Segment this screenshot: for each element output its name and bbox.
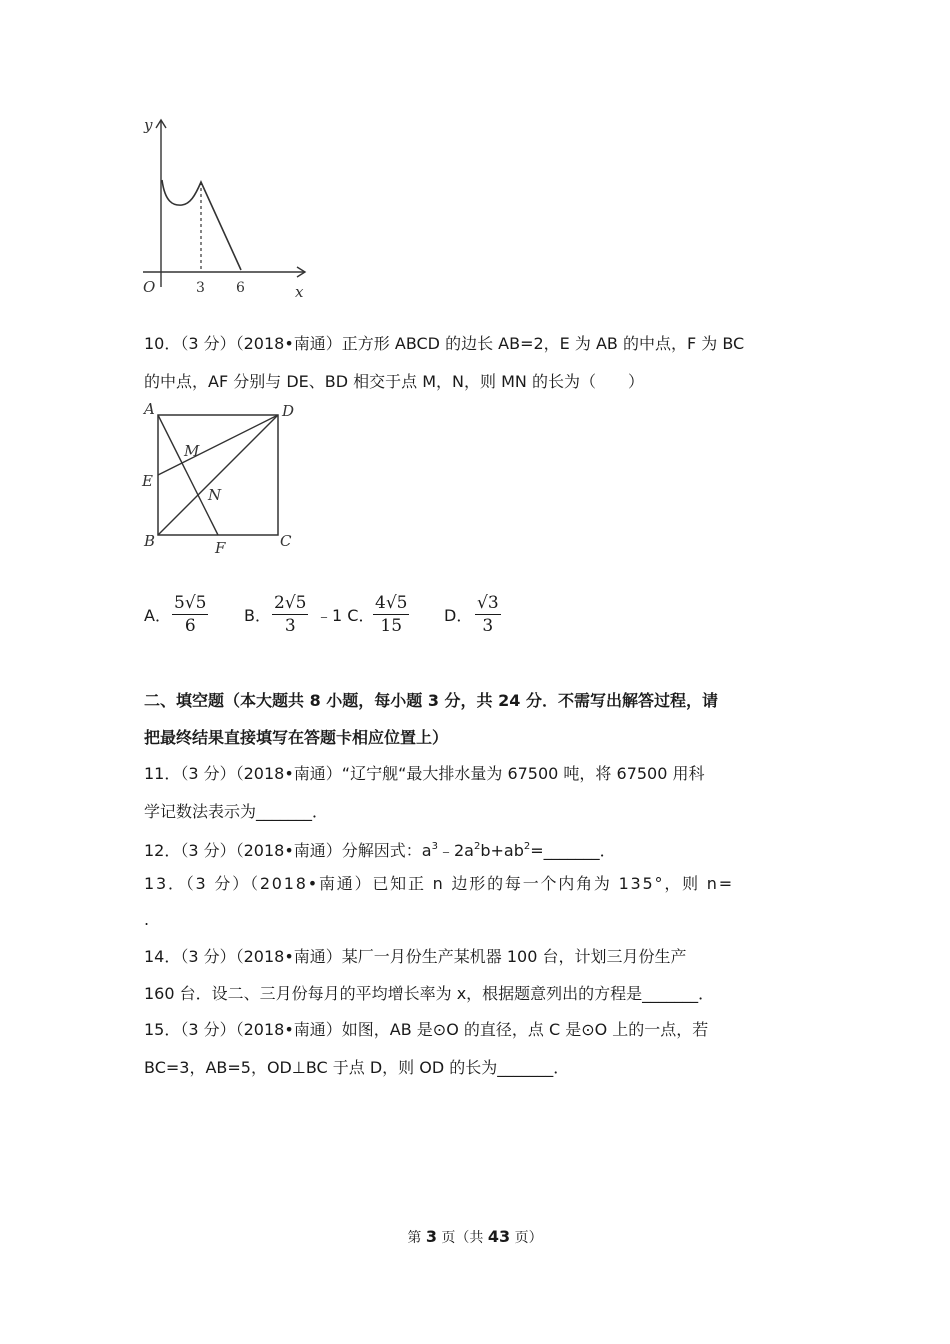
option-d-fraction <box>475 592 501 637</box>
q11-line-2: 学记数法表示为_______． <box>144 802 329 821</box>
footer-page-number: 3 <box>425 1227 437 1246</box>
q10-line-1: 10．（3 分）（2018•南通）正方形 ABCD 的边长 AB=2，E 为 AB 的中点，F 为 BC <box>144 334 745 353</box>
option-c-denominator: 15 <box>380 616 403 636</box>
option-a-label: A． <box>144 606 171 625</box>
q12-mid-1: ﹣2a <box>437 841 474 860</box>
point-label-f: F <box>215 539 226 557</box>
origin-label: O <box>143 278 156 296</box>
q12-exponent-2: 2 <box>473 841 481 852</box>
square-figure <box>138 398 308 558</box>
q14-line-2: 160 台．设二、三月份每月的平均增长率为 x，根据题意列出的方程是_______． <box>144 984 715 1003</box>
q13-line-1: 13．（3 分）（2018•南通）已知正 n 边形的每一个内角为 135°，则 n= <box>144 874 734 893</box>
q12-exponent-3: 2 <box>523 841 531 852</box>
section-2-heading-line-2: 把最终结果直接填写在答题卡相应位置上） <box>144 728 449 747</box>
segment-de <box>158 415 278 475</box>
footer-total-pages: 43 <box>487 1227 511 1246</box>
tick-label-3: 3 <box>196 280 205 296</box>
option-b-suffix: ﹣1 C． <box>316 606 375 625</box>
option-b-numerator: 2√5 <box>274 593 307 613</box>
section-2-heading-line-1: 二、填空题（本大题共 8 小题，每小题 3 分，共 24 分．不需写出解答过程，请 <box>144 691 718 710</box>
function-graph <box>135 112 315 302</box>
option-a-fraction <box>172 592 208 637</box>
q12-line <box>144 837 616 861</box>
option-b-fraction <box>272 592 308 637</box>
point-label-e: E <box>142 472 153 490</box>
page-footer <box>0 1227 950 1247</box>
option-b-denominator: 3 <box>284 616 296 636</box>
option-a-denominator: 6 <box>184 616 196 636</box>
segment-af <box>158 415 218 535</box>
q12-suffix: =_______． <box>530 841 616 860</box>
point-label-c: C <box>280 532 292 550</box>
option-c-numerator: 4√5 <box>375 593 408 613</box>
q10-line-2: 的中点，AF 分别与 DE、BD 相交于点 M，N，则 MN 的长为（ ） <box>144 372 644 391</box>
q12-prefix: 12．（3 分）（2018•南通）分解因式：a <box>144 841 432 860</box>
y-axis-label: y <box>144 116 153 134</box>
option-d-denominator: 3 <box>482 616 494 636</box>
q12-exponent-1: 3 <box>431 841 438 852</box>
q14-line-1: 14．（3 分）（2018•南通）某厂一月份生产某机器 100 台，计划三月份生产 <box>144 947 687 966</box>
option-c-fraction <box>373 592 409 637</box>
option-b-label: B． <box>244 606 271 625</box>
point-label-m: M <box>184 442 200 460</box>
x-axis-label: x <box>295 283 304 301</box>
q15-line-2: BC=3，AB=5，OD⊥BC 于点 D，则 OD 的长为_______． <box>144 1058 570 1077</box>
footer-pre: 第 <box>407 1230 426 1246</box>
point-label-a: A <box>144 400 155 418</box>
footer-post: 页） <box>510 1230 543 1246</box>
tick-label-6: 6 <box>236 280 245 296</box>
option-d-numerator: √3 <box>477 593 499 613</box>
q11-line-1: 11．（3 分）（2018•南通）“辽宁舰“最大排水量为 67500 吨，将 67500 用科 <box>144 764 705 783</box>
footer-mid: 页（共 <box>436 1230 488 1246</box>
point-label-b: B <box>144 532 156 550</box>
q12-mid-2: b+ab <box>480 841 524 860</box>
q15-line-1: 15．（3 分）（2018•南通）如图，AB 是⊙O 的直径，点 C 是⊙O 上的一点，若 <box>144 1020 709 1039</box>
q13-line-2: . <box>144 910 150 929</box>
option-d-label: D． <box>444 606 473 625</box>
segment-bd <box>158 415 278 535</box>
point-label-n: N <box>208 486 222 504</box>
point-label-d: D <box>282 402 295 420</box>
option-a-numerator: 5√5 <box>174 593 207 613</box>
